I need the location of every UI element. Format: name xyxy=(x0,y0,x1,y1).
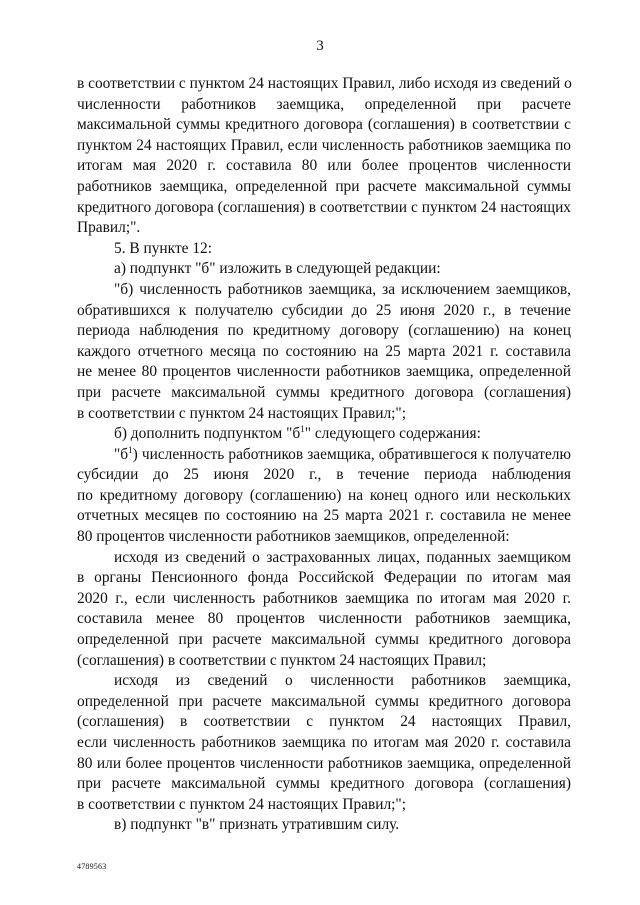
text-fragment: "б xyxy=(114,445,129,463)
text-line: итогам мая 2020 г. составила 80 или более процентов численности xyxy=(77,157,571,175)
text-line: если численность работников заемщика по итогам мая 2020 г. составила xyxy=(77,734,571,751)
text-line: при расчете максимальной суммы кредитного договора (соглашения) xyxy=(77,383,571,401)
text-line: 5. В пункте 12: xyxy=(114,239,213,257)
text-line: составила менее 80 процентов численности работников заемщика, xyxy=(77,610,571,628)
text-line: периода наблюдения по кредитному договору (соглашению) на конец xyxy=(77,322,571,340)
superscript: 1 xyxy=(128,444,133,455)
superscript: 1 xyxy=(300,424,305,435)
text-line: (соглашения) в соответствии с пунктом 24 настоящих Правил, xyxy=(77,713,571,731)
text-line: исходя из сведений о численности работников заемщика, xyxy=(114,672,571,690)
text-line: 80 процентов численности работников заемщиков, определенной: xyxy=(77,528,510,546)
text-line: работников заемщика, определенной при расчете максимальной суммы xyxy=(77,177,571,195)
text-line xyxy=(77,445,571,466)
text-line: отчетных месяцев по состоянию на 25 марта 2021 г. составила не менее xyxy=(77,507,571,525)
text-line: а) подпункт "б" изложить в следующей редакции: xyxy=(114,260,441,278)
text-fragment: " следующего содержания: xyxy=(304,425,481,443)
text-line xyxy=(77,424,571,445)
text-line: в органы Пенсионного фонда Российской Федерации по итогам мая xyxy=(77,569,571,587)
text-line: не менее 80 процентов численности работников заемщика, определенной xyxy=(77,363,571,381)
text-line: кредитного договора (соглашения) в соответствии с пунктом 24 настоящих xyxy=(77,198,571,216)
text-line: в соответствии с пунктом 24 настоящих Правил, либо исходя из сведений о xyxy=(77,75,572,92)
text-line: в соответствии с пунктом 24 настоящих Правил;"; xyxy=(77,404,406,422)
text-line: максимальной суммы кредитного договора (соглашения) в соответствии с xyxy=(77,116,571,134)
text-line: Правил;". xyxy=(77,219,141,237)
text-line: численности работников заемщика, определенной при расчете xyxy=(77,95,571,113)
text-line: 80 или более процентов численности работников заемщика, определенной xyxy=(77,754,571,772)
text-line: пунктом 24 настоящих Правил, если численность работников заемщика по xyxy=(77,136,571,154)
text-line: определенной при расчете максимальной суммы кредитного договора xyxy=(77,692,571,710)
page-number: 3 xyxy=(316,38,324,54)
document-code: 4789563 xyxy=(77,862,107,871)
text-line: по кредитному договору (соглашению) на конец одного или нескольких xyxy=(77,486,571,504)
text-line: 2020 г., если численность работников заемщика по итогам мая 2020 г. xyxy=(77,589,571,607)
text-line: (соглашения) в соответствии с пунктом 24 настоящих Правил; xyxy=(77,651,487,669)
text-line: субсидии до 25 июня 2020 г., в течение периода наблюдения xyxy=(77,466,571,484)
text-line: "б) численность работников заемщика, за исключением заемщиков, xyxy=(114,280,571,298)
text-line: при расчете максимальной суммы кредитного договора (соглашения) xyxy=(77,775,571,793)
text-line: определенной при расчете максимальной суммы кредитного договора xyxy=(77,631,571,649)
text-fragment: б) дополнить подпунктом "б xyxy=(114,425,301,443)
text-line: исходя из сведений о застрахованных лицах, поданных заемщиком xyxy=(114,548,571,566)
text-line: обратившихся к получателю субсидии до 25 июня 2020 г., в течение xyxy=(77,301,571,319)
document-body xyxy=(77,74,571,836)
text-line: в) подпункт "в" признать утратившим силу. xyxy=(114,816,400,834)
text-fragment: ) численность работников заемщика, обратившегося к получателю xyxy=(132,445,571,463)
text-line: каждого отчетного месяца по состоянию на 25 марта 2021 г. составила xyxy=(77,342,571,360)
text-line: в соответствии с пунктом 24 настоящих Правил;"; xyxy=(77,795,406,813)
